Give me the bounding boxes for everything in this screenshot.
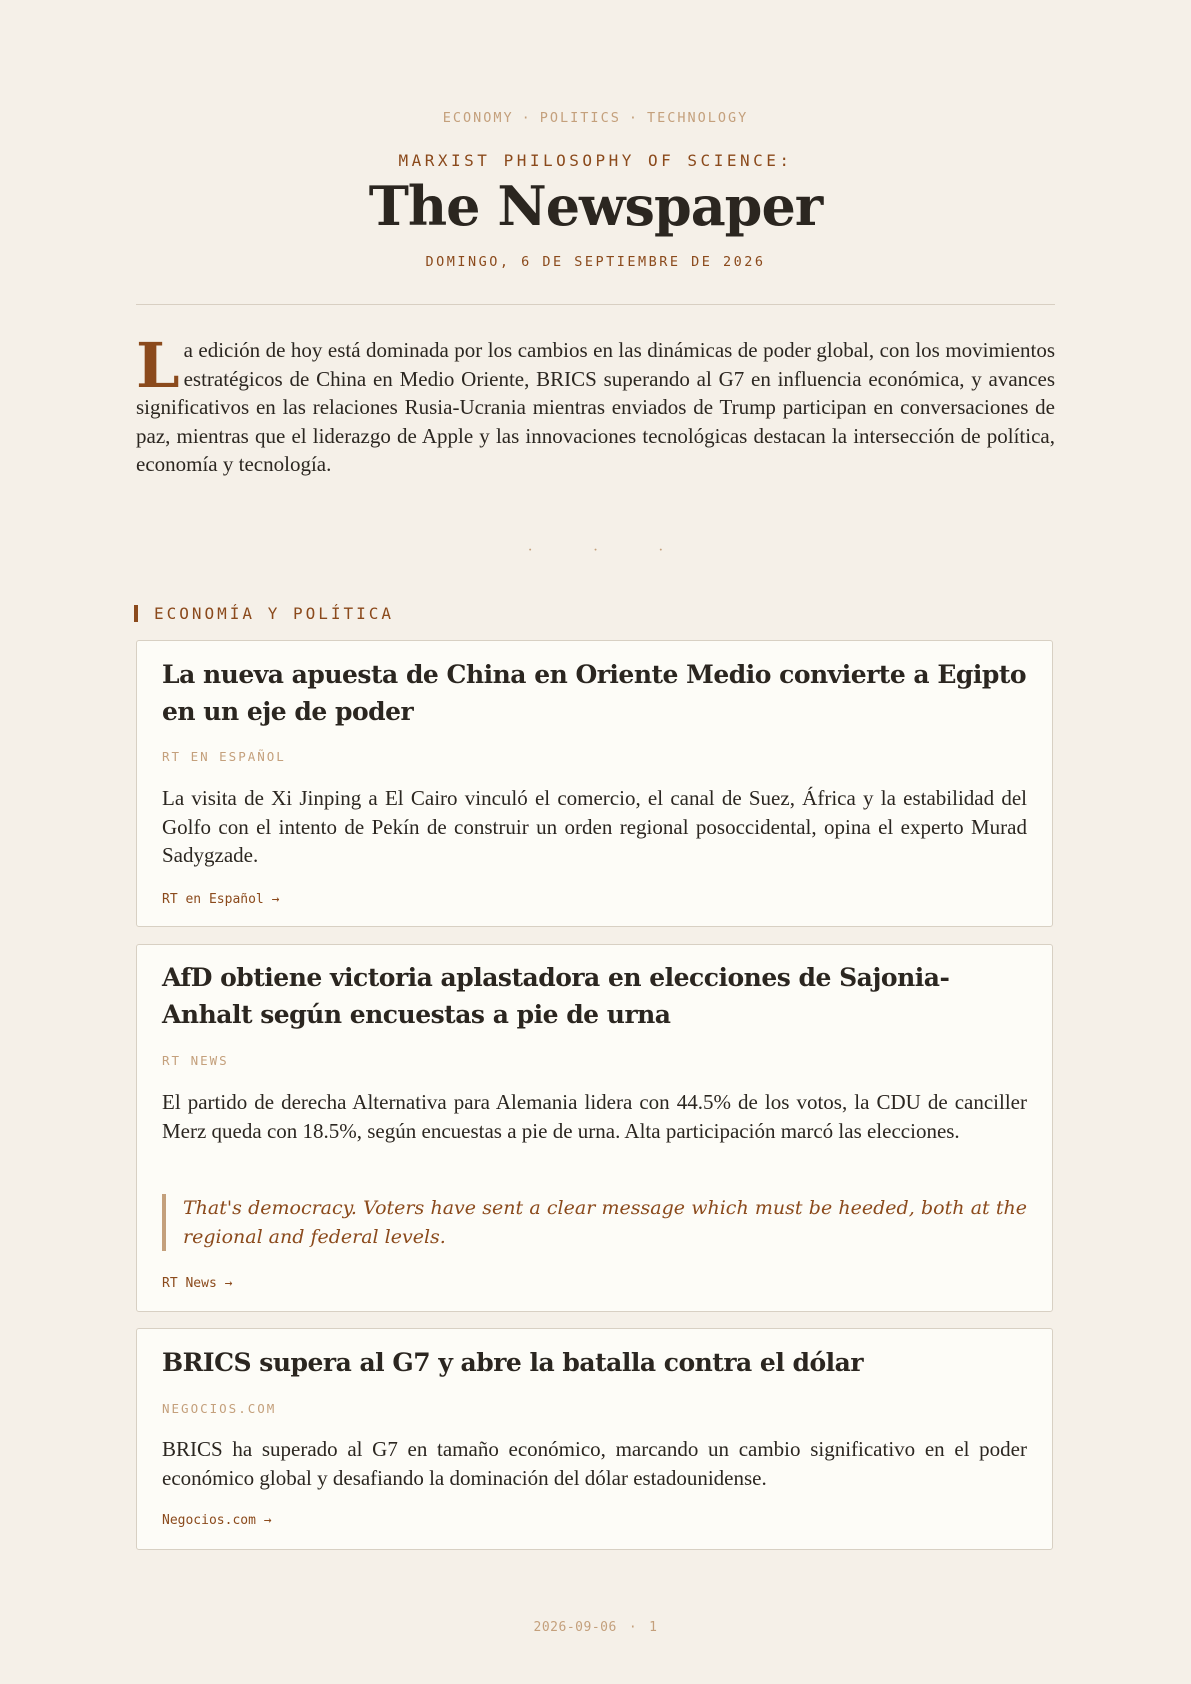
section-marker bbox=[134, 605, 138, 622]
article-source-link[interactable]: RT en Español → bbox=[162, 892, 280, 907]
kicker-technology: TECHNOLOGY bbox=[646, 110, 749, 126]
article-source: RT EN ESPAÑOL bbox=[162, 749, 286, 764]
article-card bbox=[136, 1328, 1053, 1550]
article-source-link[interactable]: Negocios.com → bbox=[162, 1513, 272, 1528]
footer-date: 2026-09-06 bbox=[533, 1620, 617, 1635]
lede-paragraph bbox=[136, 329, 1055, 479]
article-source: RT NEWS bbox=[162, 1053, 229, 1068]
article-body: La visita de Xi Jinping a El Cairo vinculó el comercio, el canal de Suez, África y la estabilidad del Golfo con el intento de Pekín de construir un orden regional posoccidental, opina el experto Murad Sadygzade. bbox=[162, 786, 1027, 867]
kicker-separator: · bbox=[521, 110, 532, 126]
kicker-economy: ECONOMY bbox=[442, 110, 514, 126]
kicker-separator: · bbox=[628, 110, 639, 126]
footer-separator: · bbox=[628, 1620, 638, 1635]
page-footer bbox=[136, 1620, 1055, 1635]
article-title: AfD obtiene victoria aplastadora en elecciones de Sajonia-Anhalt según encuestas a pie de urna bbox=[162, 963, 950, 1029]
masthead-title: The Newspaper bbox=[368, 174, 823, 238]
article-card bbox=[136, 640, 1053, 927]
page-number: 1 bbox=[649, 1620, 658, 1635]
article-pull-quote: That's democracy. Voters have sent a clear message which must be heeded, both at the regional and federal levels. bbox=[162, 1194, 1027, 1251]
edition-date: DOMINGO, 6 DE SEPTIEMBRE DE 2026 bbox=[425, 254, 766, 270]
kicker-politics: POLITICS bbox=[539, 110, 621, 126]
article-body: BRICS ha superado al G7 en tamaño económico, marcando un cambio significativo en el poder económico global y desafiando la dominación del dólar estadounidense. bbox=[162, 1437, 1027, 1490]
article-title: La nueva apuesta de China en Oriente Medio convierte a Egipto en un eje de poder bbox=[162, 660, 1027, 726]
supertitle: MARXIST PHILOSOPHY OF SCIENCE: bbox=[398, 151, 793, 170]
section-heading bbox=[134, 604, 394, 623]
section-label: ECONOMÍA Y POLÍTICA bbox=[154, 604, 395, 623]
section-kicker bbox=[136, 110, 1055, 126]
article-body: El partido de derecha Alternativa para Alemania lidera con 44.5% de los votos, la CDU de canciller Merz queda con 18.5%, según encuestas a pie de urna. Alta participación marcó las elecciones. bbox=[162, 1090, 1027, 1143]
article-title: BRICS supera al G7 y abre la batalla contra el dólar bbox=[162, 1348, 864, 1377]
lede-text: a edición de hoy está dominada por los cambios en las dinámicas de poder global, con los movimientos estratégicos de China en Medio Oriente, BRICS superando al G7 en influencia económica, y avances significativos en las relaciones Rusia-Ucrania mientras enviados de Trump participan en conversaciones de paz, mientras que el liderazgo de Apple y las innovaciones tecnológicas destacan la intersección de política, economía y tecnología. bbox=[136, 338, 1055, 476]
article-card bbox=[136, 944, 1053, 1312]
drop-cap: L bbox=[136, 329, 180, 402]
ornament-divider: · · · bbox=[527, 542, 692, 559]
article-source: NEGOCIOS.COM bbox=[162, 1401, 277, 1416]
header-divider bbox=[136, 304, 1055, 305]
article-source-link[interactable]: RT News → bbox=[162, 1276, 233, 1291]
